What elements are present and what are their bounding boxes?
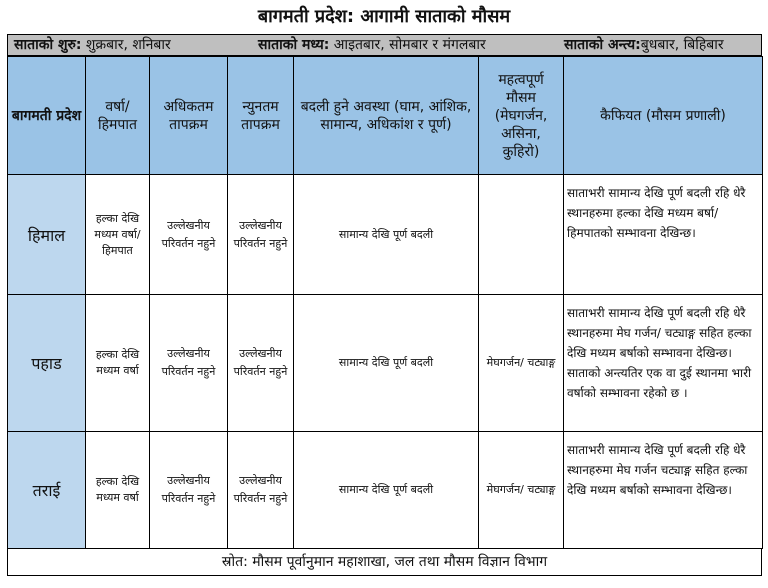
week-start-value: शुक्रबार, शनिबार	[81, 37, 171, 53]
header-precip: वर्षा/ हिमपात	[86, 57, 150, 175]
week-middle	[258, 35, 486, 55]
cloud-cell: सामान्य देखि पूर्ण बदली	[294, 295, 479, 432]
max-temp-cell: उल्लेखनीय परिवर्तन नहुने	[150, 432, 228, 549]
week-start-label: साताको शुरु:	[14, 37, 82, 53]
header-min-temp: न्युनतम तापक्रम	[228, 57, 294, 175]
header-significant-weather: महत्वपूर्ण मौसम (मेघगर्जन, असिना, कुहिरो)	[479, 57, 564, 175]
header-region: बागमती प्रदेश	[8, 57, 86, 175]
region-cell: पहाड	[8, 295, 86, 432]
header-max-temp: अधिकतम तापक्रम	[150, 57, 228, 175]
page-title: बागमती प्रदेश: आगामी साताको मौसम	[257, 6, 511, 27]
max-temp-cell: उल्लेखनीय परिवर्तन नहुने	[150, 295, 228, 432]
significant-weather-cell	[479, 175, 564, 295]
significant-weather-cell: मेघगर्जन/ चट्याङ्ग	[479, 432, 564, 549]
significant-weather-cell: मेघगर्जन/ चट्याङ्ग	[479, 295, 564, 432]
forecast-table	[7, 56, 763, 549]
header-remarks: कैफियत (मौसम प्रणाली)	[564, 57, 763, 175]
remarks-cell: साताभरी सामान्य देखि पूर्ण बदली रहि धेरै स्थानहरुमा हल्का देखि मध्यम बर्षा/हिमपातको सम्भावना देखिन्छ।	[564, 175, 763, 295]
source-note: स्रोत: मौसम पूर्वानुमान महाशाखा, जल तथा मौसम विज्ञान विभाग	[7, 548, 762, 576]
week-end-label: साताको अन्त्य:	[564, 37, 641, 53]
table-row	[8, 432, 763, 549]
week-end-value: बुधबार, बिहिबार	[640, 37, 724, 53]
precip-cell: हल्का देखि मध्यम वर्षा	[86, 432, 150, 549]
week-end	[564, 35, 724, 55]
week-start	[14, 35, 171, 55]
remarks-cell: साताभरी सामान्य देखि पूर्ण बदली रहि धेरै स्थानहरुमा मेघ गर्जन चट्याङ्ग सहित हल्का देखि मध्यम बर्षाको सम्भावना देखिन्छ।	[564, 432, 763, 549]
region-cell: हिमाल	[8, 175, 86, 295]
min-temp-cell: उल्लेखनीय परिवर्तन नहुने	[228, 432, 294, 549]
table-row	[8, 175, 763, 295]
min-temp-cell: उल्लेखनीय परिवर्तन नहुने	[228, 295, 294, 432]
week-period-bar	[7, 34, 762, 56]
remarks-cell: साताभरी सामान्य देखि पूर्ण बदली रहि धेरै स्थानहरुमा मेघ गर्जन/ चट्याङ्ग सहित हल्का देखि मध्यम बर्षाको सम्भावना देखिन्छ।साताको अन्त्यतिर एक वा दुई स्थानमा भारी वर्षाको सम्भावना रहेको छ ।	[564, 295, 763, 432]
max-temp-cell: उल्लेखनीय परिवर्तन नहुने	[150, 175, 228, 295]
week-middle-label: साताको मध्य:	[258, 37, 330, 53]
table-header-row	[8, 57, 763, 175]
region-cell: तराई	[8, 432, 86, 549]
table-row	[8, 295, 763, 432]
week-middle-value: आइतबार, सोमबार र मंगलबार	[329, 37, 486, 53]
header-cloud: बदली हुने अवस्था (घाम, आंशिक, सामान्य, अधिकांश र पूर्ण)	[294, 57, 479, 175]
cloud-cell: सामान्य देखि पूर्ण बदली	[294, 175, 479, 295]
min-temp-cell: उल्लेखनीय परिवर्तन नहुने	[228, 175, 294, 295]
precip-cell: हल्का देखि मध्यम वर्षा/ हिमपात	[86, 175, 150, 295]
precip-cell: हल्का देखि मध्यम वर्षा	[86, 295, 150, 432]
cloud-cell: सामान्य देखि पूर्ण बदली	[294, 432, 479, 549]
